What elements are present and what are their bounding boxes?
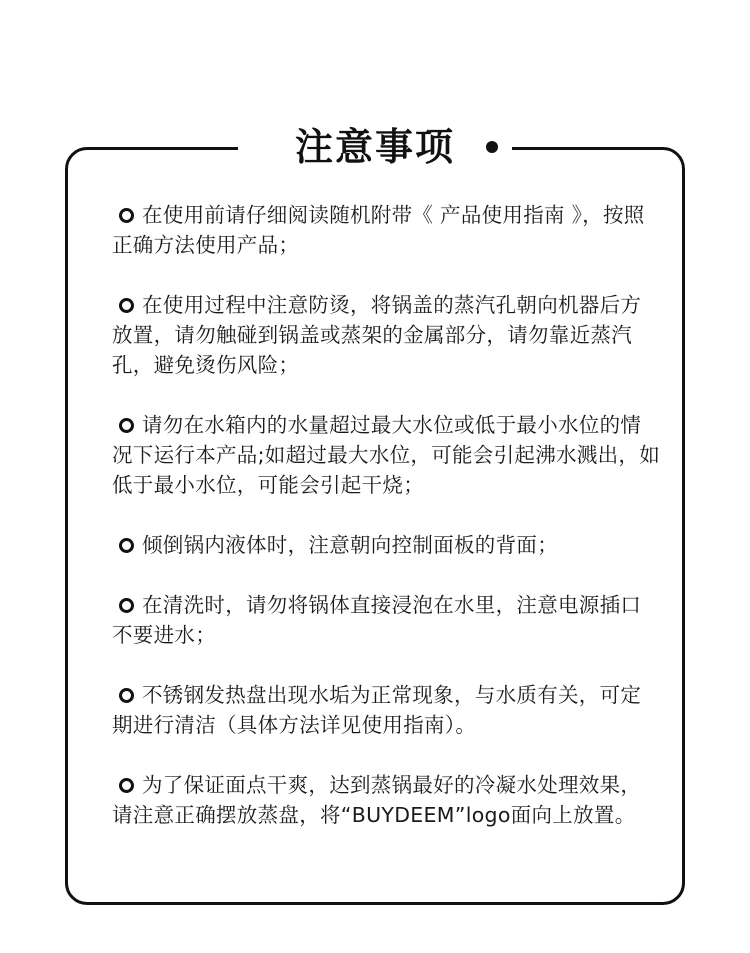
circle-bullet-icon bbox=[119, 778, 134, 793]
notice-text: 请勿在水箱内的水量超过最大水位或低于最小水位的情况下运行本产品;如超过最大水位，可能会引起沸水溅出，如低于最小水位，可能会引起干烧； bbox=[112, 413, 661, 497]
notice-item bbox=[112, 290, 660, 380]
circle-bullet-icon bbox=[119, 538, 134, 553]
title-dot-right bbox=[486, 141, 498, 153]
circle-bullet-icon bbox=[119, 208, 134, 223]
notice-item bbox=[112, 410, 660, 500]
notice-item bbox=[112, 530, 660, 560]
notice-item bbox=[112, 590, 660, 650]
notice-text: 倾倒锅内液体时，注意朝向控制面板的背面； bbox=[142, 533, 558, 557]
notice-text: 在使用过程中注意防烫，将锅盖的蒸汽孔朝向机器后方放置，请勿触碰到锅盖或蒸架的金属部分，请勿靠近蒸汽孔，避免烫伤风险； bbox=[112, 293, 642, 377]
notice-item bbox=[112, 770, 660, 830]
circle-bullet-icon bbox=[119, 298, 134, 313]
notice-text: 不锈钢发热盘出现水垢为正常现象，与水质有关，可定期进行清洁（具体方法详见使用指南）。 bbox=[112, 683, 642, 737]
notice-item bbox=[112, 200, 660, 260]
notice-text: 在使用前请仔细阅读随机附带《 产品使用指南 》，按照正确方法使用产品； bbox=[112, 203, 645, 257]
notice-list bbox=[112, 200, 660, 860]
notice-item bbox=[112, 680, 660, 740]
circle-bullet-icon bbox=[119, 418, 134, 433]
circle-bullet-icon bbox=[119, 688, 134, 703]
notice-text: 为了保证面点干爽，达到蒸锅最好的冷凝水处理效果，请注意正确摆放蒸盘，将“BUYDEEM”logo面向上放置。 bbox=[112, 773, 642, 827]
page-title: 注意事项 bbox=[294, 125, 455, 169]
circle-bullet-icon bbox=[119, 598, 134, 613]
title-container bbox=[238, 118, 512, 176]
notice-text: 在清洗时，请勿将锅体直接浸泡在水里，注意电源插口不要进水； bbox=[112, 593, 642, 647]
